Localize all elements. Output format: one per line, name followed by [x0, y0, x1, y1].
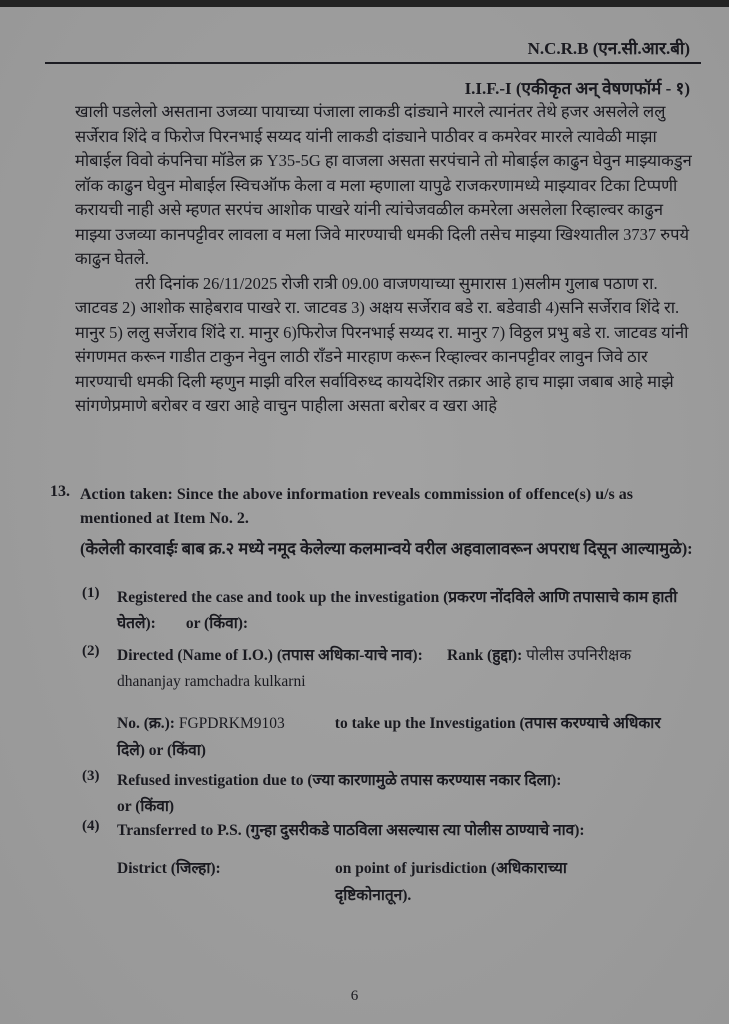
officer-number-label: No. (क्र.): [117, 715, 175, 732]
photo-top-dark-bar [0, 0, 729, 7]
statement-paragraph-1: खाली पडलेलो असताना उजव्या पायाच्या पंजाला लाकडी दांड्याने मारले त्यानंतर तेथे हजर असलेले ललु सर्जेराव शिंदे व फिरोज पिरनभाई सय्यद यांनी लाकडी दांड्याने पाठीवर व कमरेवर मारले त्यावेळी माझा मोबाईल विवो कंपनिचा मॉडेल क्र Y35-5G हा वाजला असता सरपंचाने तो मोबाईल काढुन घेवुन माझ्याकडुन लॉक काढुन घेवुन मोबाईल स्विचऑफ केला व मला म्हणाला यापुढे राजकरणामध्ये माझ्यावर टिका टिप्पणी करायची नाही असे म्हणत सरपंच आशोक पाखरे यांनी त्यांचेजवळील कमरेला असलेला रिव्हाल्वर काढुन माझ्या उजव्या कानपट्टीवर लावला व मला जिवे मारण्याची धमकी दिली तसेच माझ्या खिश्यातील 3737 रुपये काढुन घेतले. [75, 102, 692, 268]
sub-item-3-text [117, 768, 694, 820]
page-number: 6 [350, 988, 359, 1004]
sub-item-1-registered-case [82, 585, 694, 637]
item-13-content [80, 483, 699, 563]
investigating-officer-name: dhananjay ramchadra kulkarni [117, 673, 306, 690]
sub-item-3-number: (3) [82, 768, 100, 784]
sub-item-2-content [117, 643, 694, 694]
officer-number-or-label: or (किंवा) [148, 742, 206, 759]
statement-paragraph-2: तरी दिनांक 26/11/2025 रोजी रात्री 09.00 वाजणयाच्या सुमारास 1)सलीम गुलाब पठाण रा. जाटवड 2) आशोक साहेबराव पाखरे रा. जाटवड 3) अक्षय सर्जेराव बडे रा. बडेवाडी 4)सनि सर्जेराव शिंदे रा. मानुर 5) ललु सर्जेराव शिंदे रा. मानुर 6)फिरोज पिरनभाई सय्यद रा. मानुर 7) विठ्ठल प्रभु बडे रा. जाटवड यांनी संगणमत करून गाडीत टाकुन नेवुन लाठी राँडने मारहाण करून रिव्हाल्वर कानपट्टीवर लावुन जिवे ठार मारण्याची धमकी दिली म्हणुन माझी वरिल सर्वाविरुध्द कायदेशिर तक्रार आहे हाच माझा जबाब आहे माझे सांगणेप्रमाणे बरोबर व खरा आहे वाचुन पाहीला असता बरोबर व खरा आहे [75, 273, 689, 415]
district-jurisdiction-row [117, 855, 605, 909]
complainant-statement [75, 100, 697, 419]
rank-value: पोलीस उपनिरीक्षक [526, 647, 632, 664]
item-13-title-marathi: (केलेली कारवाईः बाब क्र.२ मध्ये नमूद केलेल्या कलमान्वये वरील अहवालावरून अपराध दिसून आल्यामुळे): [80, 539, 693, 558]
sub-item-4-number: (4) [82, 818, 100, 834]
registered-case-label: Registered the case and took up the investigation (प्रकरण नोंदविले आणि तपासाचे काम हाती घेतले): [117, 589, 678, 632]
sub-item-2-number: (2) [82, 643, 100, 659]
sub-item-4-text [117, 818, 694, 844]
transferred-ps-label: Transferred to P.S. (गुन्हा दुसरीकडे पाठविला असल्यास त्या पोलीस ठाण्याचे नाव): [117, 822, 585, 839]
sub-item-4-transferred [82, 818, 694, 844]
sub-item-1-or-label: or (किंवा): [185, 615, 249, 632]
header-divider-line [45, 62, 701, 64]
directed-rank-row [117, 643, 694, 694]
officer-number-line [117, 710, 692, 764]
item-13-action-taken [50, 483, 699, 563]
directed-label: Directed (Name of I.O.) (तपास अधिका-याचे नाव): [117, 647, 423, 664]
document-header-org: N.C.R.B (एन.सी.आर.बी) [527, 39, 690, 58]
district-label: District (जिल्हा): [117, 860, 221, 877]
sub-item-3-or-label: or (किंवा) [117, 798, 175, 815]
rank-label: Rank (हुद्दा): [447, 647, 523, 664]
jurisdiction-text: on point of jurisdiction (अधिकाराच्या दृष्टिकोनातून). [335, 860, 567, 904]
sub-item-2-directed [82, 643, 694, 694]
refused-investigation-label: Refused investigation due to (ज्या कारणामुळे तपास करण्यास नकार दिला): [117, 772, 562, 789]
officer-number-value: FGPDRKM9103 [178, 715, 285, 732]
directed-column [117, 643, 447, 694]
sub-item-1-text [117, 585, 694, 637]
document-header-form-title: I.I.F.-I (एकीकृत अन् वेषणफॉर्म - १) [464, 79, 690, 98]
take-up-investigation-label: to take up the Investigation (तपास करण्याचे अधिकार दिले) [117, 715, 661, 759]
rank-column [447, 643, 682, 694]
sub-item-3-refused-investigation [82, 768, 694, 820]
item-13-title-english: Action taken: Since the above information reveals commission of offence(s) u/s as mentioned at Item No. 2. [80, 486, 633, 527]
item-13-number: 13. [50, 483, 70, 500]
sub-item-1-number: (1) [82, 585, 100, 601]
